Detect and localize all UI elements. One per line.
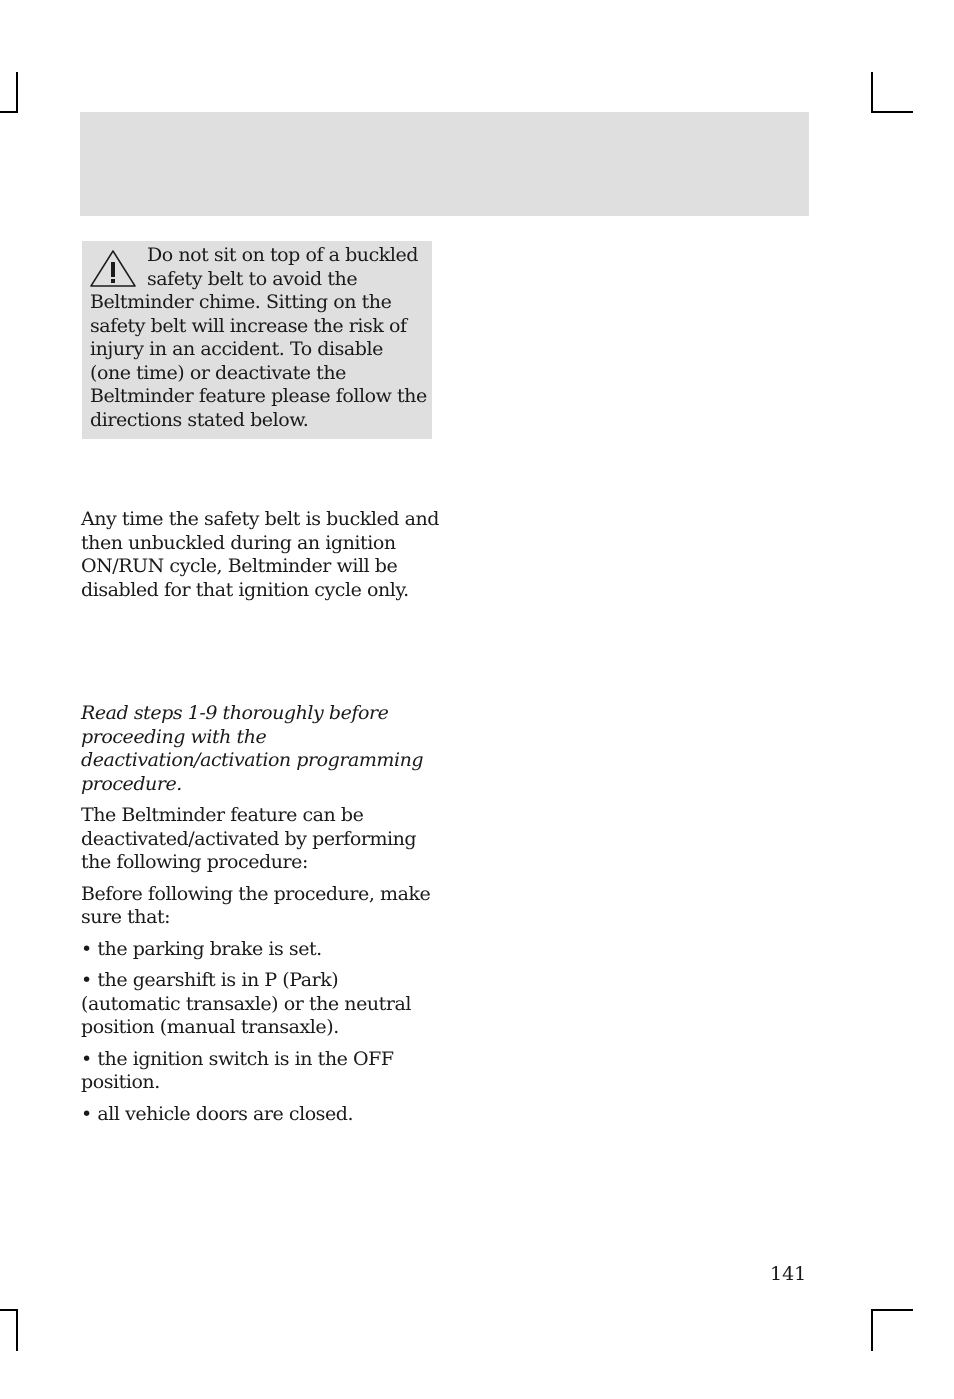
procedure-intro-paragraph: The Beltminder feature can be deactivated/activated by performing the following procedure:	[81, 804, 417, 873]
crop-mark-top-left-horizontal	[0, 111, 18, 113]
crop-mark-top-right-vertical	[871, 72, 873, 113]
list-item: • the gearshift is in P (Park) (automatic transaxle) or the neutral position (manual transaxle).	[81, 969, 441, 1040]
crop-mark-bottom-right-horizontal	[871, 1309, 913, 1311]
one-time-disable-paragraph: Any time the safety belt is buckled and then unbuckled during an ignition ON/RUN cycle, Beltminder will be disabled for that ignition cycle only.	[81, 508, 439, 601]
list-item: • the ignition switch is in the OFF position.	[81, 1048, 441, 1095]
list-item: • all vehicle doors are closed.	[81, 1103, 441, 1127]
list-item: • the parking brake is set.	[81, 938, 441, 962]
read-steps-note: Read steps 1-9 thoroughly before proceeding with the deactivation/activation programming procedure.	[81, 702, 424, 795]
warning-box	[82, 241, 432, 439]
crop-mark-bottom-right-vertical	[871, 1309, 873, 1351]
crop-mark-top-right-horizontal	[871, 111, 913, 113]
section-one-time-disable	[81, 508, 441, 602]
page-number: 141	[770, 1263, 807, 1285]
header-band	[80, 112, 809, 216]
crop-mark-top-left-vertical	[16, 72, 18, 113]
crop-mark-bottom-left-vertical	[16, 1309, 18, 1351]
warning-triangle-icon	[89, 248, 137, 290]
before-procedure-paragraph: Before following the procedure, make sure that:	[81, 882, 431, 928]
warning-text: Do not sit on top of a buckled safety belt to avoid the Beltminder chime. Sitting on the safety belt will increase the risk of injury in an accident. To disable (one time) or deactivate the Beltminder feature please follow the directions stated below.	[90, 244, 427, 431]
crop-mark-bottom-left-horizontal	[0, 1309, 18, 1311]
section-procedure	[81, 702, 441, 1126]
